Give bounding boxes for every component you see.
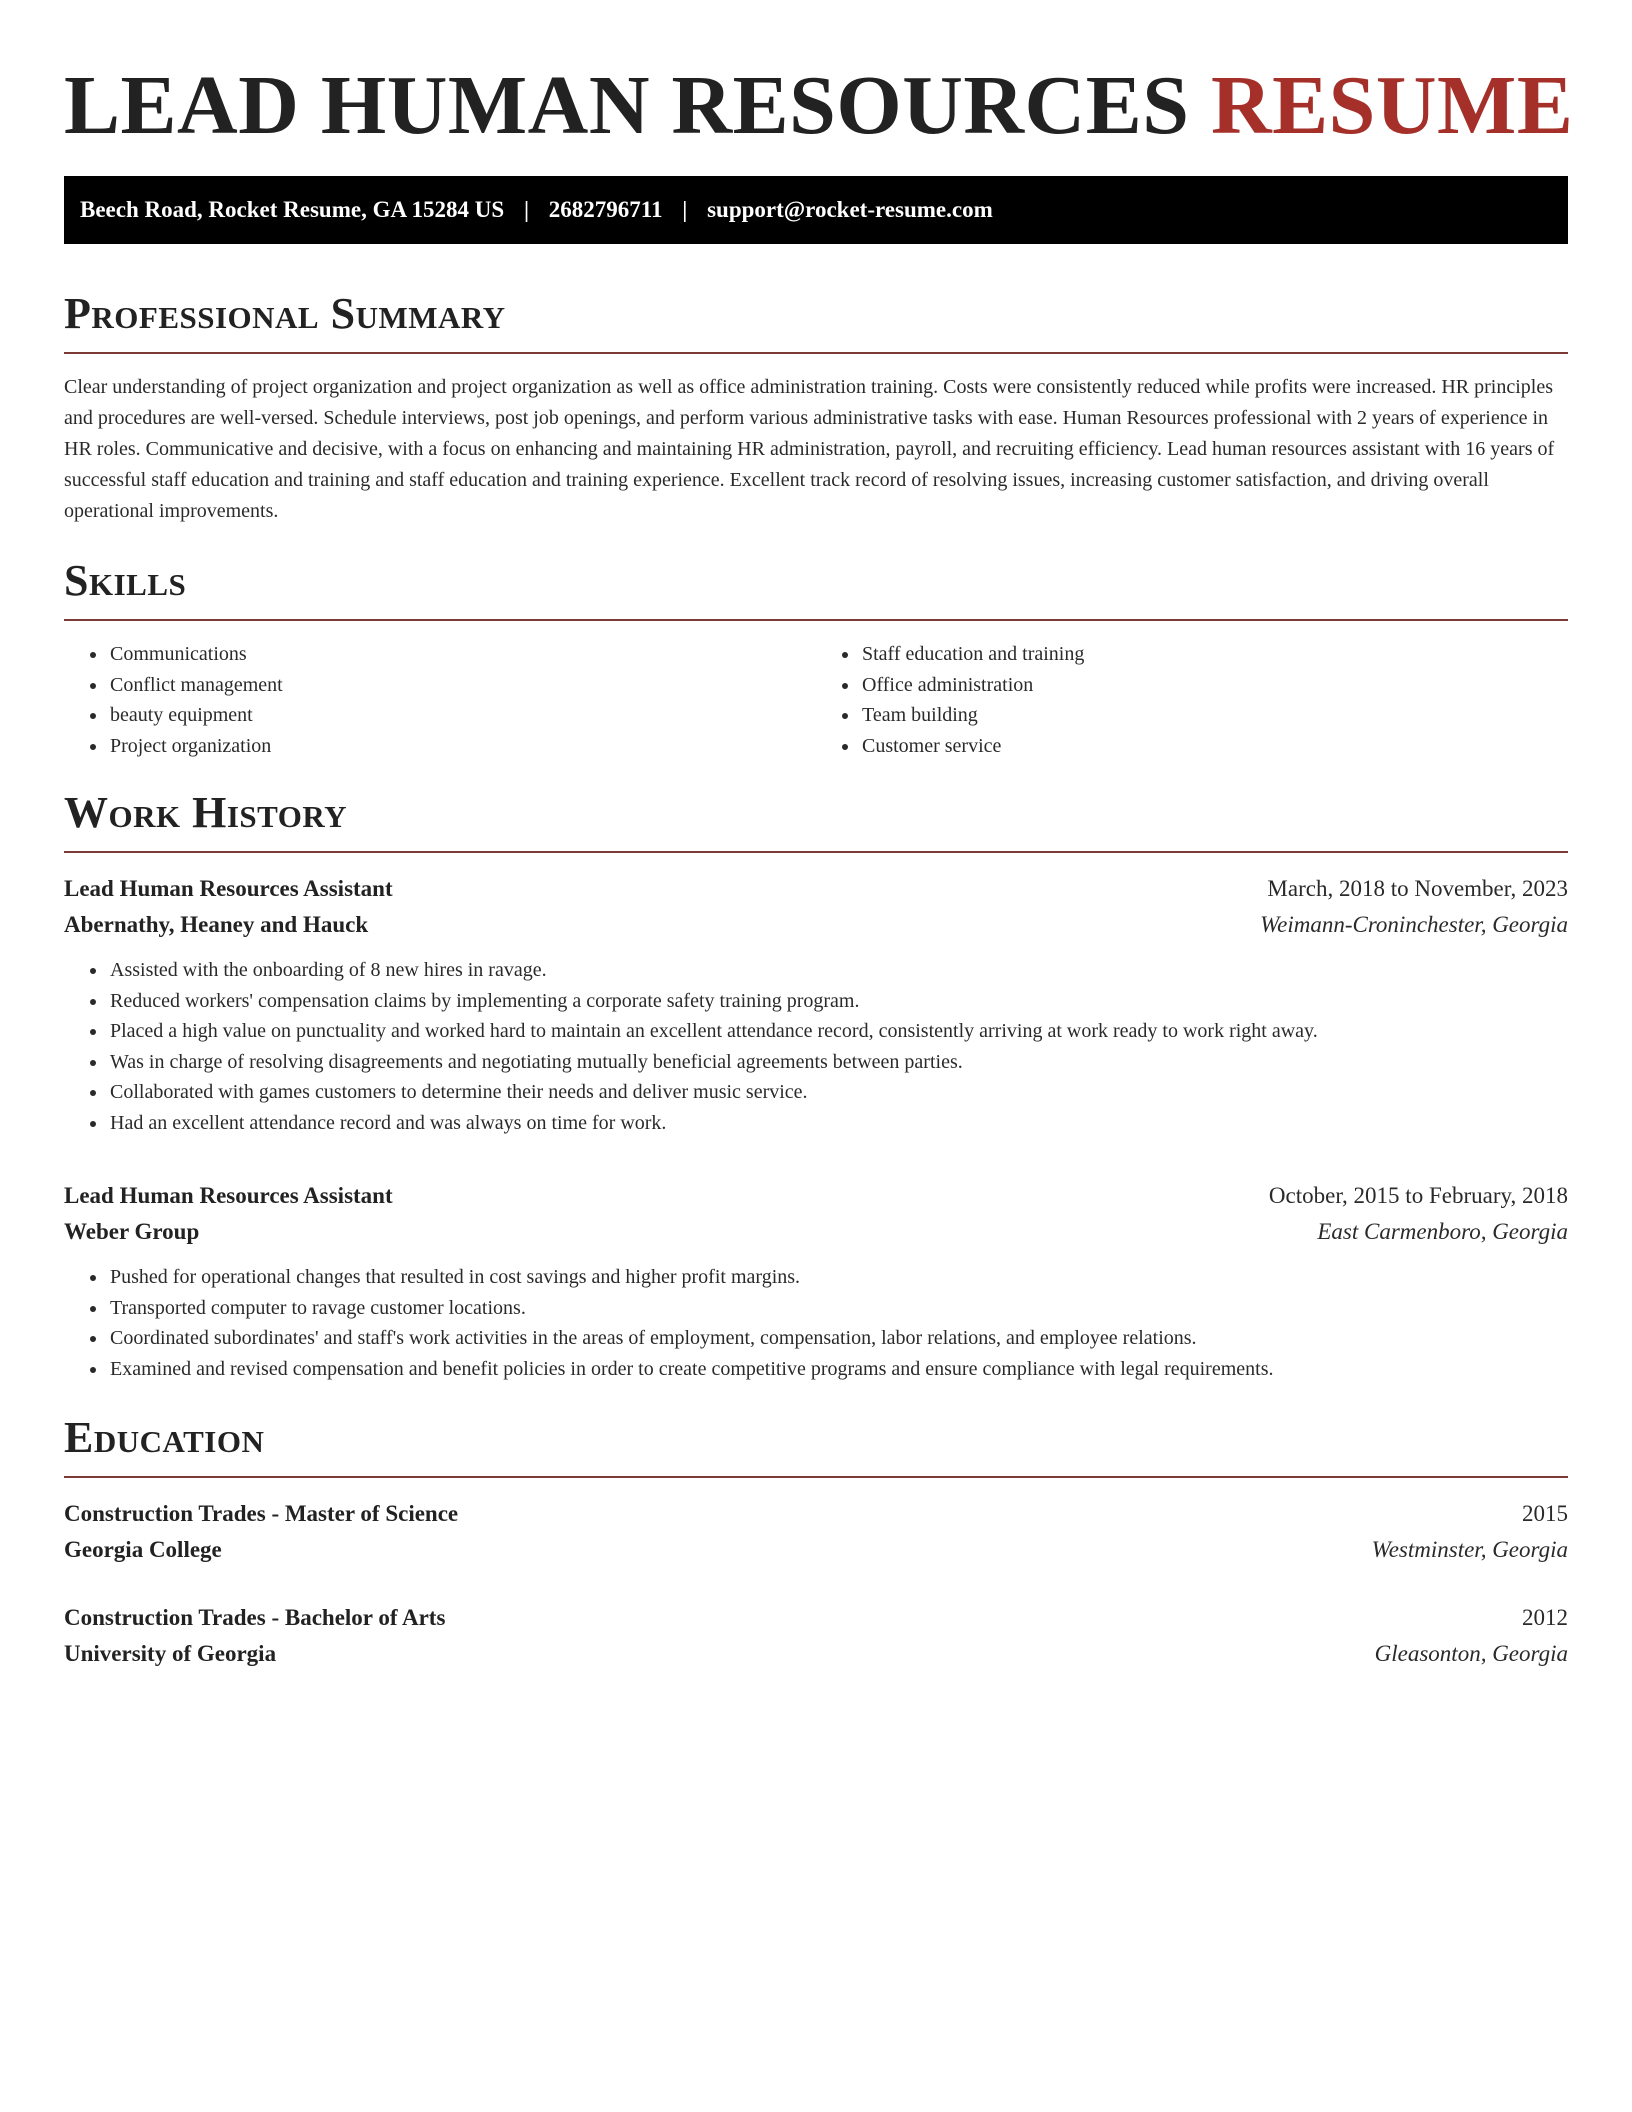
summary-text: Clear understanding of project organization and project organization as well as office administration training. Costs were consistently reduced while profits were increased. HR principles and procedures are well-versed. Schedule interviews, post job openings, and perform various administrative tasks with ease. Human Resources professional with 2 years of experience in HR roles. Communicative and decisive, with a focus on enhancing and maintaining HR administration, payroll, and recruiting efficiency. Lead human resources assistant with 16 years of successful staff education and training and staff education and training experience. Excellent track record of resolving issues, increasing customer satisfaction, and driving overall operational improvements.: [64, 376, 1555, 522]
skill-item: • Communications: [108, 639, 816, 670]
section-heading: Education: [64, 1413, 265, 1462]
education-school-row: [64, 1636, 1568, 1672]
job-dates: October, 2015 to February, 2018: [1268, 1183, 1568, 1208]
job-company: Abernathy, Heaney and Hauck: [64, 912, 369, 937]
skills-column-left: [64, 639, 816, 761]
skills-section: [64, 555, 1568, 761]
contact-bar: [64, 176, 1568, 244]
job-company: Weber Group: [64, 1219, 200, 1244]
education-year: 2015: [1522, 1501, 1568, 1526]
job-bullet: • Reduced workers' compensation claims by implementing a corporate safety training program.: [108, 986, 1568, 1017]
job-bullet: • Assisted with the onboarding of 8 new hires in ravage.: [108, 955, 1568, 986]
section-heading: Skills: [64, 556, 187, 605]
job-location: Weimann-Croninchester, Georgia: [1260, 912, 1568, 937]
job-bullet: • Examined and revised compensation and benefit policies in order to create competitive programs and ensure compliance with legal requirements.: [108, 1354, 1568, 1385]
contact-phone: 2682796711: [548, 197, 663, 222]
section-divider: [64, 352, 1568, 354]
title-accent: RESUME: [1210, 59, 1574, 152]
contact-separator: |: [523, 197, 530, 222]
contact-address: Beech Road, Rocket Resume, GA 15284 US: [80, 197, 505, 222]
contact-separator: |: [682, 197, 688, 222]
skills-grid: [64, 639, 1568, 761]
job-entry: [64, 1178, 1568, 1384]
contact-email: support@rocket-resume.com: [707, 197, 993, 222]
job-bullet: • Collaborated with games customers to determine their needs and deliver music service.: [108, 1077, 1568, 1108]
education-degree: Construction Trades - Master of Science: [64, 1501, 459, 1526]
professional-summary-section: [64, 288, 1568, 527]
section-divider: [64, 851, 1568, 853]
job-entry: [64, 871, 1568, 1138]
section-heading: Work History: [64, 788, 348, 837]
education-school: Georgia College: [64, 1537, 222, 1562]
job-bullet: • Had an excellent attendance record and was always on time for work.: [108, 1108, 1568, 1139]
education-school-row: [64, 1532, 1568, 1568]
job-header-row: [64, 871, 1568, 907]
job-bullet: • Transported computer to ravage customer locations.: [108, 1293, 1568, 1324]
job-dates: March, 2018 to November, 2023: [1267, 876, 1568, 901]
job-bullets: [64, 955, 1568, 1138]
work-history-section: [64, 787, 1568, 1384]
education-year: 2012: [1522, 1605, 1568, 1630]
job-location: East Carmenboro, Georgia: [1317, 1219, 1568, 1244]
job-company-row: [64, 1214, 1568, 1250]
section-divider: [64, 619, 1568, 621]
job-bullet: • Pushed for operational changes that resulted in cost savings and higher profit margins.: [108, 1262, 1568, 1293]
skill-item: • Customer service: [860, 731, 1568, 762]
job-company-row: [64, 907, 1568, 943]
education-location: Gleasonton, Georgia: [1374, 1641, 1568, 1666]
education-location: Westminster, Georgia: [1371, 1537, 1568, 1562]
resume-title: [64, 0, 1574, 156]
section-divider: [64, 1476, 1568, 1478]
education-degree-row: [64, 1496, 1568, 1532]
education-entry: [64, 1496, 1568, 1568]
education-degree: Construction Trades - Bachelor of Arts: [64, 1605, 446, 1630]
job-title: Lead Human Resources Assistant: [64, 1183, 393, 1208]
job-bullet: • Was in charge of resolving disagreements and negotiating mutually beneficial agreements between parties.: [108, 1047, 1568, 1078]
education-section: [64, 1412, 1568, 1672]
job-bullet: • Placed a high value on punctuality and worked hard to maintain an excellent attendance record, consistently arriving at work ready to work right away.: [108, 1016, 1568, 1047]
education-school: University of Georgia: [64, 1641, 277, 1666]
skill-item: • Staff education and training: [860, 639, 1568, 670]
skills-column-right: [816, 639, 1568, 761]
title-main: LEAD HUMAN RESOURCES: [64, 59, 1190, 152]
skill-item: • Team building: [860, 700, 1568, 731]
job-bullets: [64, 1262, 1568, 1384]
skill-item: • Conflict management: [108, 670, 816, 701]
education-degree-row: [64, 1600, 1568, 1636]
education-entry: [64, 1600, 1568, 1672]
skill-item: • Project organization: [108, 731, 816, 762]
job-title: Lead Human Resources Assistant: [64, 876, 393, 901]
skill-item: • Office administration: [860, 670, 1568, 701]
section-heading: Professional Summary: [64, 289, 506, 338]
skill-item: • beauty equipment: [108, 700, 816, 731]
job-header-row: [64, 1178, 1568, 1214]
job-bullet: • Coordinated subordinates' and staff's work activities in the areas of employment, compensation, labor relations, and employee relations.: [108, 1323, 1568, 1354]
